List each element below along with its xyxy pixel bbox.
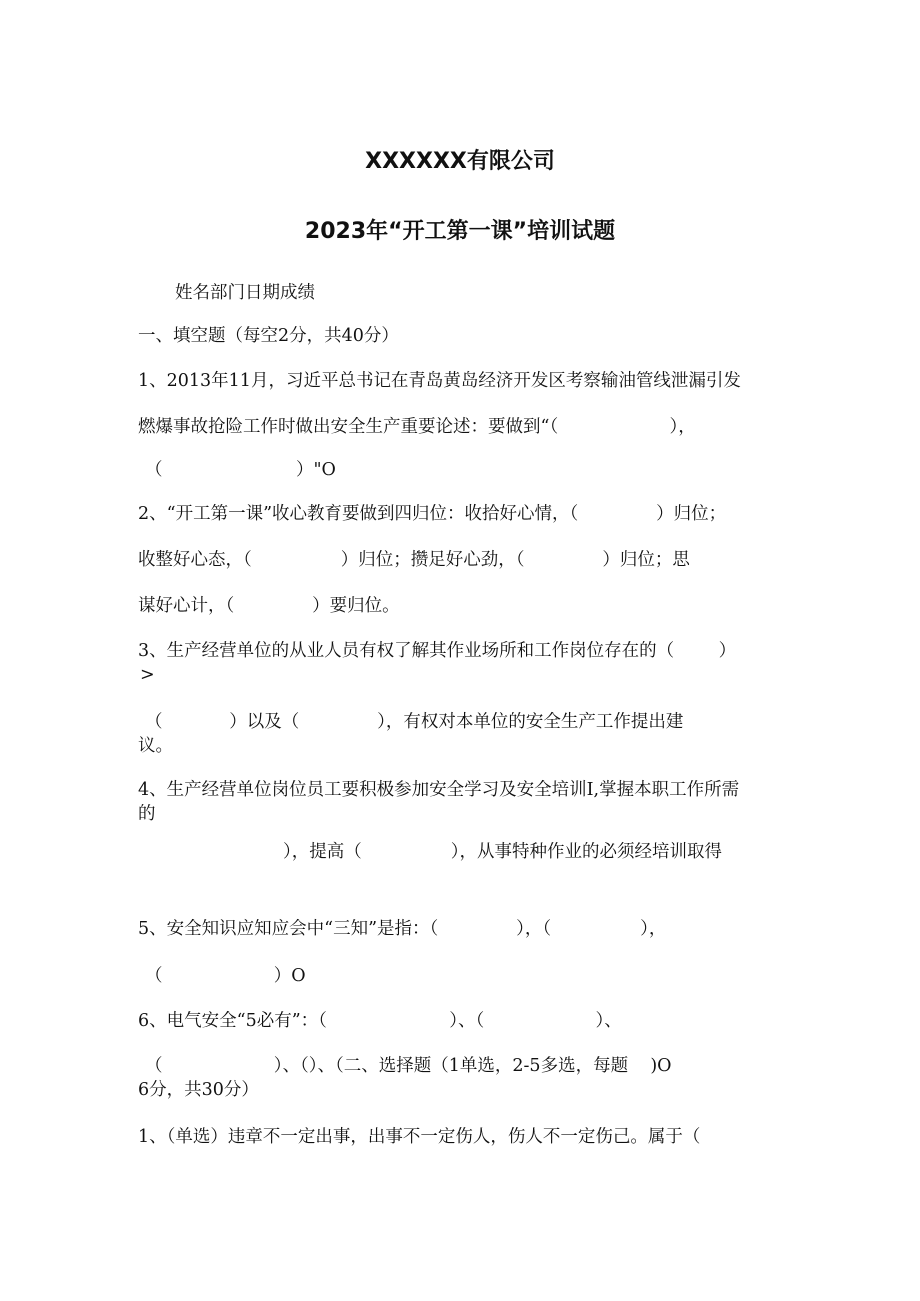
q3-line1: 3、生产经营单位的从业人员有权了解其作业场所和工作岗位存在的（ ） (138, 641, 737, 661)
q6-line2: （ ）、（）、（二、选择题（1单选，2-5多选，每题 )O (145, 1056, 672, 1076)
q1-line1: 1、2013年11月，习近平总书记在青岛黄岛经济开发区考察输油管线泄漏引发 (138, 371, 741, 391)
q5-line1: 5、安全知识应知应会中“三知”是指：（ ），（ ）， (138, 919, 667, 939)
q1-line2: 燃爆事故抢险工作时做出安全生产重要论述：要做到“（ ）， (138, 417, 696, 437)
q1-line3: （ ）"O (145, 460, 336, 480)
company-name: XXXXXX有限公司 (365, 149, 555, 174)
q3-line4: 议。 (138, 736, 173, 756)
q2-line3: 谋好心计，（ ）要归位。 (138, 596, 400, 616)
q4-line1: 4、生产经营单位岗位员工要积极参加安全学习及安全培训I,掌握本职工作所需 (138, 780, 740, 800)
q2-line2: 收整好心态，（ ）归位；攒足好心劲，（ ）归位；思 (138, 550, 690, 570)
q3-line2: > (140, 665, 155, 685)
q4-line3: ），提高（ ），从事特种作业的必须经培训取得 (283, 842, 723, 862)
q6-line3: 6分，共30分） (138, 1080, 259, 1100)
q2-line1: 2、“开工第一课”收心教育要做到四归位：收拾好心情，（ ）归位； (138, 504, 727, 524)
q6-line1: 6、电气安全“5必有”：（ ）、（ ）、 (138, 1011, 622, 1031)
q4-line2: 的 (138, 804, 156, 824)
section-fill-blank-heading: 一、填空题（每空2分，共40分） (138, 326, 399, 346)
header-fields: 姓名部门日期成绩 (175, 283, 315, 303)
mc-question-1: 1、（单选）违章不一定出事，出事不一定伤人，伤人不一定伤己。属于（ (138, 1127, 701, 1147)
q5-line2: （ ）O (145, 966, 306, 986)
q3-line3: （ ）以及（ ），有权对本单位的安全生产工作提出建 (145, 712, 684, 732)
exam-title: 2023年“开工第一课”培训试题 (304, 219, 616, 244)
